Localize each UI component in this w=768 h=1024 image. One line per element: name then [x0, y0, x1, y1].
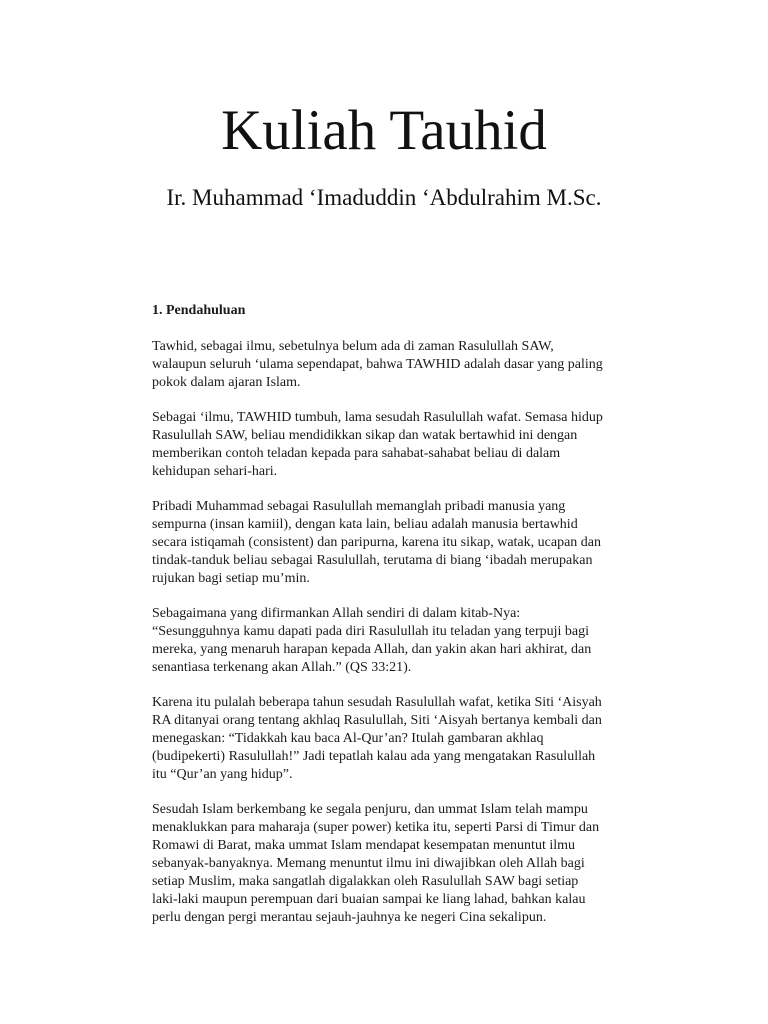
text-line: (budipekerti) Rasulullah!” Jadi tepatlah kalau ada yang mengatakan Rasulullah — [152, 749, 596, 764]
paragraph-4 — [152, 605, 672, 677]
text-line: perlu dengan pergi merantau sejauh-jauhnya ke negeri Cina sekalipun. — [152, 910, 547, 925]
paragraph-1 — [152, 338, 672, 392]
text-line: Romawi di Barat, maka ummat Islam mendapat kesempatan menuntut ilmu — [152, 838, 576, 853]
text-line: “Sesungguhnya kamu dapati pada diri Rasulullah itu teladan yang terpuji bagi — [152, 624, 590, 639]
text-line: sempurna (insan kamiil), dengan kata lain, beliau adalah manusia bertawhid — [152, 517, 578, 532]
text-line: itu “Qur’an yang hidup”. — [152, 767, 293, 782]
paragraph-6 — [152, 801, 672, 927]
text-line: mereka, yang menaruh harapan kepada Allah, dan yakin akan hari akhirat, dan — [152, 642, 592, 657]
text-line: secara istiqamah (consistent) dan paripurna, karena itu sikap, watak, ucapan dan — [152, 535, 601, 550]
text-line: senantiasa terkenang akan Allah.” (QS 33:21). — [152, 660, 412, 675]
text-line: walaupun seluruh ‘ulama sependapat, bahwa TAWHID adalah dasar yang paling — [152, 357, 603, 372]
text-line: rujukan bagi setiap mu’min. — [152, 571, 310, 586]
text-line: Rasulullah SAW, beliau mendidikkan sikap dan watak bertawhid ini dengan — [152, 428, 578, 443]
section-heading: 1. Pendahuluan — [152, 303, 246, 318]
text-line: Sebagai ‘ilmu, TAWHID tumbuh, lama sesudah Rasulullah wafat. Semasa hidup — [152, 410, 603, 425]
document-body — [152, 302, 672, 944]
text-line: pokok dalam ajaran Islam. — [152, 375, 301, 390]
text-line: RA ditanyai orang tentang akhlaq Rasulullah, Siti ‘Aisyah bertanya kembali dan — [152, 713, 602, 728]
document-title: Kuliah Tauhid — [221, 99, 547, 162]
text-line: laki-laki maupun perempuan dari buaian sampai ke liang lahad, bahkan kalau — [152, 892, 586, 907]
text-line: menaklukkan para maharaja (super power) ketika itu, seperti Parsi di Timur dan — [152, 820, 600, 835]
text-line: kehidupan sehari-hari. — [152, 464, 278, 479]
text-line: Sesudah Islam berkembang ke segala penjuru, dan ummat Islam telah mampu — [152, 802, 588, 817]
text-line: Tawhid, sebagai ilmu, sebetulnya belum ada di zaman Rasulullah SAW, — [152, 339, 554, 354]
text-line: setiap Muslim, maka sangatlah digalakkan oleh Rasulullah SAW bagi setiap — [152, 874, 579, 889]
text-line: sebanyak-banyaknya. Memang menuntut ilmu ini diwajibkan oleh Allah bagi — [152, 856, 585, 871]
text-line: Pribadi Muhammad sebagai Rasulullah memanglah pribadi manusia yang — [152, 499, 566, 514]
paragraph-3 — [152, 498, 672, 588]
paragraph-2 — [152, 409, 672, 481]
text-line: memberikan contoh teladan kepada para sahabat-sahabat beliau di dalam — [152, 446, 561, 461]
text-line: Karena itu pulalah beberapa tahun sesudah Rasulullah wafat, ketika Siti ‘Aisyah — [152, 695, 602, 710]
text-line: tindak-tanduk beliau sebagai Rasulullah, terutama di biang ‘ibadah merupakan — [152, 553, 593, 568]
text-line: Sebagaimana yang difirmankan Allah sendiri di dalam kitab-Nya: — [152, 606, 521, 621]
paragraph-5 — [152, 694, 672, 784]
document-author: Ir. Muhammad ‘Imaduddin ‘Abdulrahim M.Sc. — [166, 185, 602, 210]
text-line: menegaskan: “Tidakkah kau baca Al-Qur’an? Itulah gambaran akhlaq — [152, 731, 544, 746]
